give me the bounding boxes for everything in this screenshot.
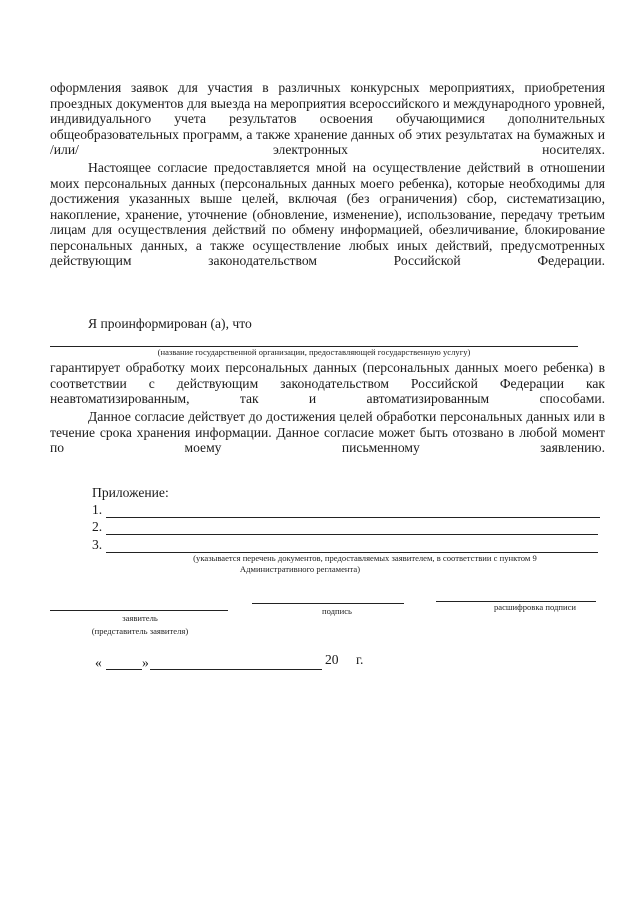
signature-decode-caption: расшифровка подписи xyxy=(493,602,576,612)
applicant-representative-caption: (представитель заявителя) xyxy=(91,626,189,636)
attachment-line-2 xyxy=(106,534,598,535)
date-open-quote: « xyxy=(95,655,102,670)
date-year: 20 xyxy=(325,652,339,667)
date-year-suffix: г. xyxy=(356,652,364,667)
attachment-title: Приложение: xyxy=(92,485,169,500)
attachment-item-number: 1. xyxy=(92,502,103,517)
signature-line xyxy=(252,603,404,604)
paragraph-validity: Данное согласие действует до достижения целей обработки персональных данных или в течение срока хранения информации. Данное согласие может быть отозвано в любой момент по моему письменному заявлению. xyxy=(50,409,605,455)
attachment-line-1 xyxy=(106,517,600,518)
applicant-signature-line xyxy=(50,610,228,611)
paragraph-guarantee: гарантирует обработку моих персональных данных (персональных данных моего ребенка) в соответствии с действующим законодательством Российской Федерации как неавтоматизированным, так и автоматизированным способами. xyxy=(50,360,605,406)
paragraph-consent-scope: Настоящее согласие предоставляется мной на осуществление действий в отношении моих персональных данных (персональных данных моего ребенка), которые необходимы для достижения указанных выше целей, включая (без ограничения) сбор, систематизацию, накопление, хранение, уточнение (обновление, изменение), использование, передачу третьим лицам для осуществления действий по обмену информацией, обезличивание, блокирование персональных данных, а также осуществление любых иных действий, предусмотренных действующим законодательством Российской Федерации. xyxy=(50,160,605,268)
signature-caption: подпись xyxy=(322,606,352,616)
attachment-caption-cont: Административного регламента) xyxy=(239,564,361,574)
date-month-line xyxy=(150,669,322,670)
informed-statement: Я проинформирован (а), что xyxy=(88,316,252,331)
paragraph-purposes: оформления заявок для участия в различных конкурсных мероприятиях, приобретения проездных документов для выезда на мероприятия всероссийского и международного уровней, индивидуального учета результатов освоения обучающимися дополнительных общеобразовательных программ, а также хранение данных об этих результатах на бумажных и /или/ электронных носителях. xyxy=(50,80,605,157)
attachment-caption: (указывается перечень документов, предоставляемых заявителем, в соответствии с пунктом 9 xyxy=(193,553,537,563)
attachment-item-number: 3. xyxy=(92,537,103,552)
date-close-quote: » xyxy=(142,655,149,670)
org-name-caption: (название государственной организации, предоставляющей государственную услугу) xyxy=(157,347,471,357)
attachment-item-number: 2. xyxy=(92,519,103,534)
applicant-caption: заявитель xyxy=(122,613,158,623)
date-day-line xyxy=(106,669,142,670)
